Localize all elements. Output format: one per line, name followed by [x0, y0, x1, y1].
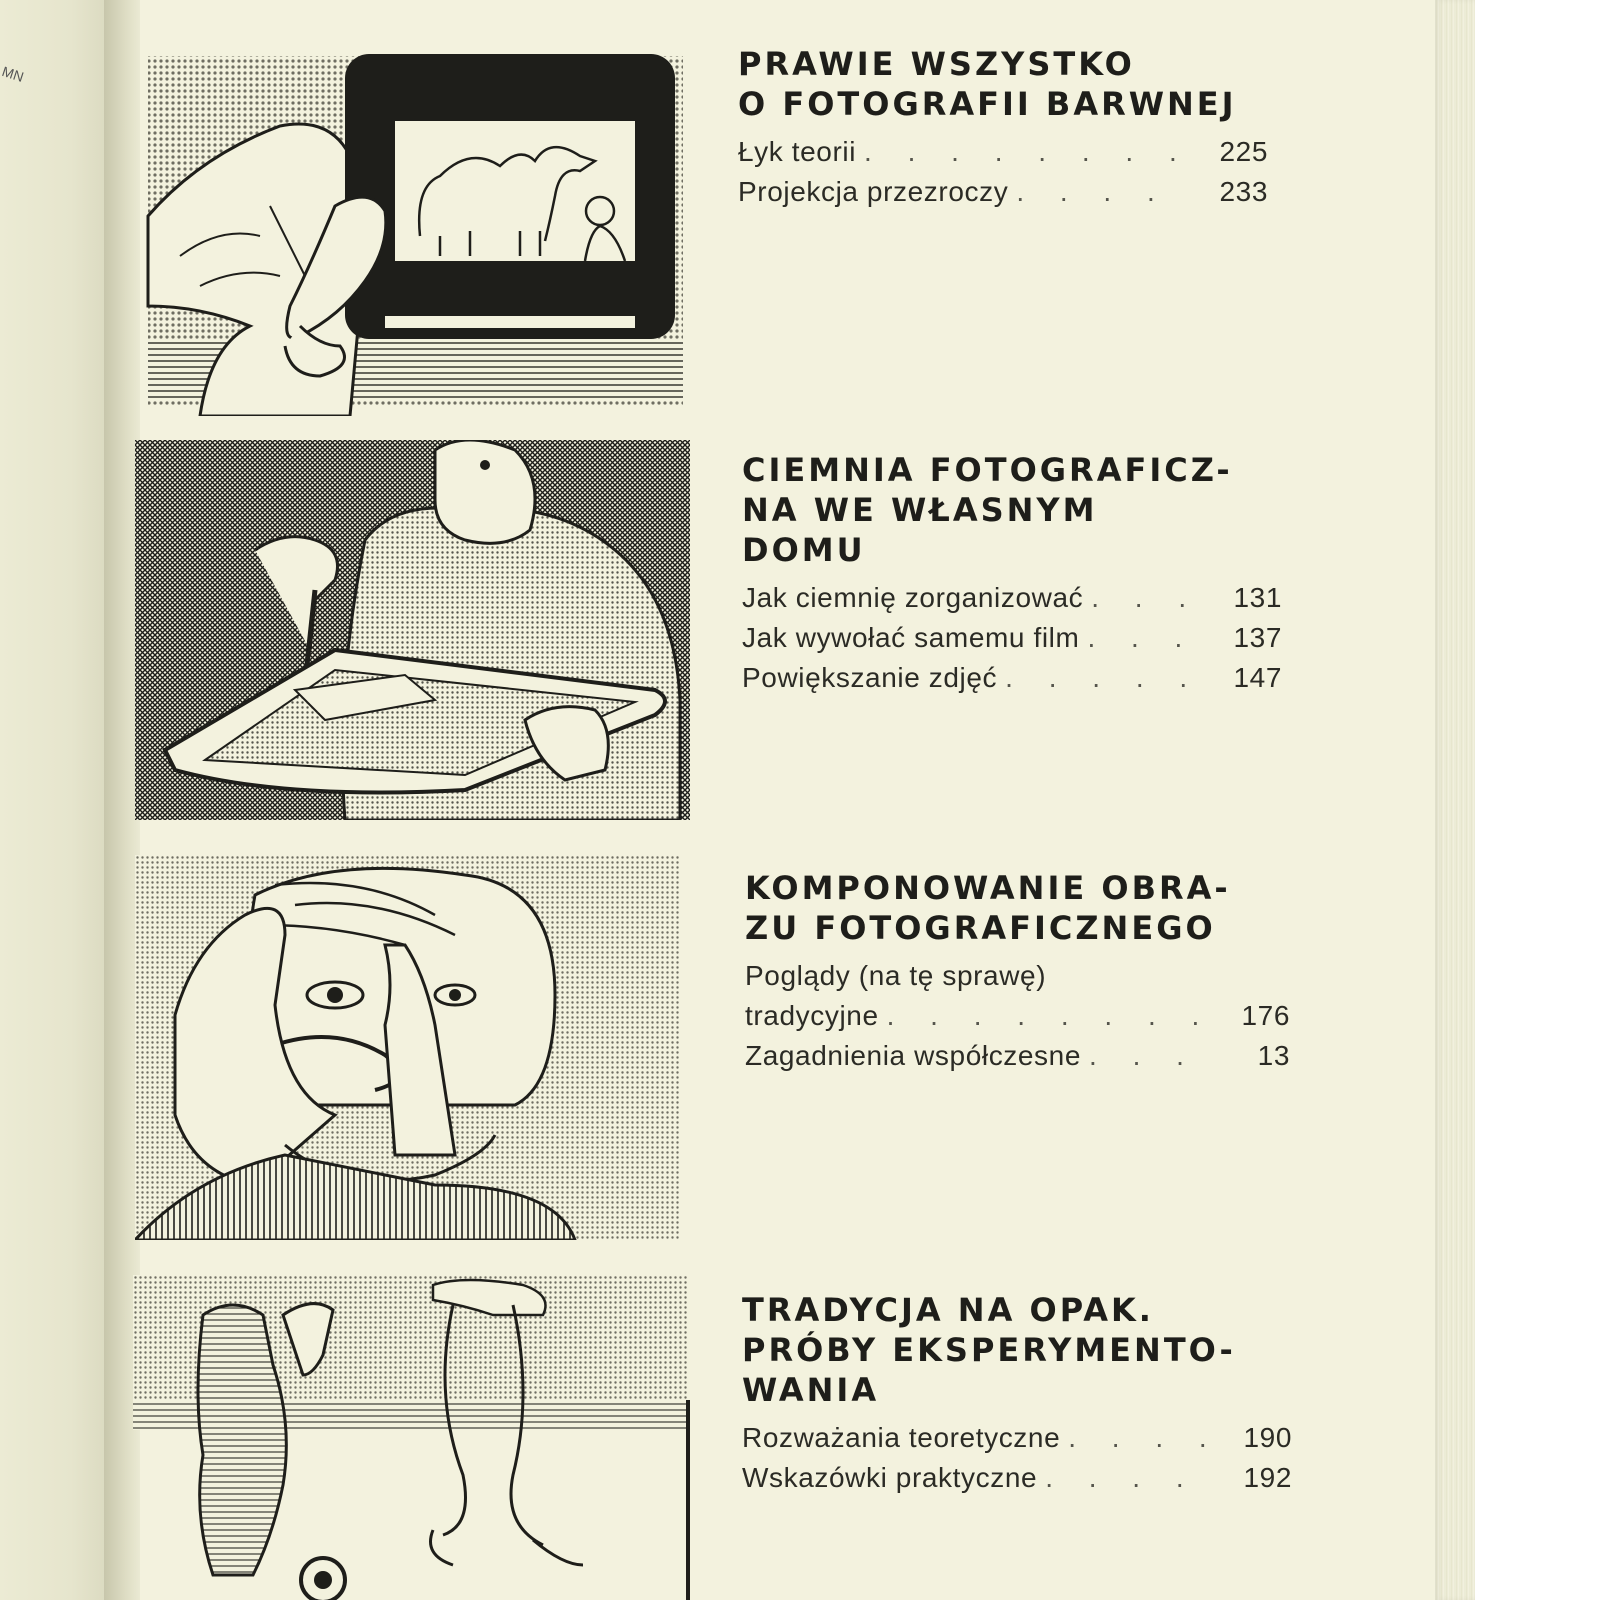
heading-line: DOMU	[742, 531, 866, 569]
page-number: 13	[1257, 1040, 1290, 1071]
section-heading	[742, 450, 1282, 570]
page-edges	[1435, 0, 1475, 1600]
toc-entry[interactable]	[745, 956, 1290, 996]
entry-label: Wskazówki praktyczne	[742, 1462, 1038, 1493]
toc-entry[interactable]	[742, 578, 1282, 618]
leader-dots	[1060, 1418, 1216, 1458]
previous-page-text: MN	[0, 63, 26, 85]
leader-dots	[856, 132, 1192, 172]
leader-dots	[1008, 172, 1192, 212]
entry-label: Zagadnienia współczesne	[745, 1040, 1082, 1071]
entry-label: Jak wywołać samemu film	[742, 622, 1080, 653]
page-number: 137	[1233, 622, 1282, 653]
page-number: 147	[1233, 662, 1282, 693]
toc-entry[interactable]	[742, 1458, 1292, 1498]
toc-section-experimenting	[742, 1290, 1292, 1498]
darkroom-drawing	[135, 440, 690, 820]
heading-line: ZU FOTOGRAFICZNEGO	[745, 909, 1216, 947]
entry-label: Jak ciemnię zorganizować	[742, 582, 1084, 613]
heading-line: KOMPONOWANIE OBRA-	[745, 869, 1231, 907]
section-heading	[745, 868, 1290, 948]
entry-label: Projekcja przezroczy	[738, 176, 1009, 207]
heading-line: PRAWIE WSZYSTKO	[738, 45, 1135, 83]
leader-dots	[879, 996, 1214, 1036]
slide-viewer-drawing	[140, 46, 690, 416]
toc-section-color-photography	[738, 44, 1268, 212]
toc-entry[interactable]	[745, 996, 1290, 1036]
previous-page-edge	[0, 0, 118, 1600]
page-number: 190	[1243, 1422, 1292, 1453]
illustration-framing-hands	[135, 855, 680, 1240]
heading-line: NA WE WŁASNYM	[742, 491, 1098, 529]
toc-entry[interactable]	[738, 132, 1268, 172]
entry-label: Powiększanie zdjęć	[742, 662, 998, 693]
leader-dots	[1083, 578, 1206, 618]
illustration-slide-viewer	[140, 46, 690, 416]
section-heading	[742, 1290, 1292, 1410]
page-number: 131	[1233, 582, 1282, 613]
page-number: 192	[1243, 1462, 1292, 1493]
heading-line: CIEMNIA FOTOGRAFICZ-	[742, 451, 1233, 489]
page-number: 225	[1219, 136, 1268, 167]
page-number: 176	[1241, 1000, 1290, 1031]
illustration-darkroom	[135, 440, 690, 820]
leader-dots	[1037, 1458, 1216, 1498]
illustration-upside-down	[133, 1275, 693, 1600]
toc-entry[interactable]	[738, 172, 1268, 212]
entry-label: Rozważania teoretyczne	[742, 1422, 1061, 1453]
toc-entry[interactable]	[742, 618, 1282, 658]
toc-section-composition	[745, 868, 1290, 1076]
toc-section-darkroom	[742, 450, 1282, 698]
upside-down-drawing	[133, 1275, 693, 1600]
framing-hands-drawing	[135, 855, 680, 1240]
heading-line: WANIA	[742, 1371, 880, 1409]
toc-entry[interactable]	[745, 1036, 1290, 1076]
leader-dots	[997, 658, 1206, 698]
leader-dots	[1081, 1036, 1214, 1076]
entry-label: tradycyjne	[745, 1000, 879, 1031]
entry-label: Poglądy (na tę sprawę)	[745, 960, 1047, 991]
entry-label: Łyk teorii	[738, 136, 857, 167]
leader-dots	[1079, 618, 1206, 658]
heading-line: PRÓBY EKSPERYMENTO-	[742, 1331, 1236, 1369]
heading-line: TRADYCJA NA OPAK.	[742, 1291, 1154, 1329]
heading-line: O FOTOGRAFII BARWNEJ	[738, 85, 1237, 123]
toc-entry[interactable]	[742, 1418, 1292, 1458]
page-number: 233	[1219, 176, 1268, 207]
section-heading	[738, 44, 1268, 124]
toc-entry[interactable]	[742, 658, 1282, 698]
